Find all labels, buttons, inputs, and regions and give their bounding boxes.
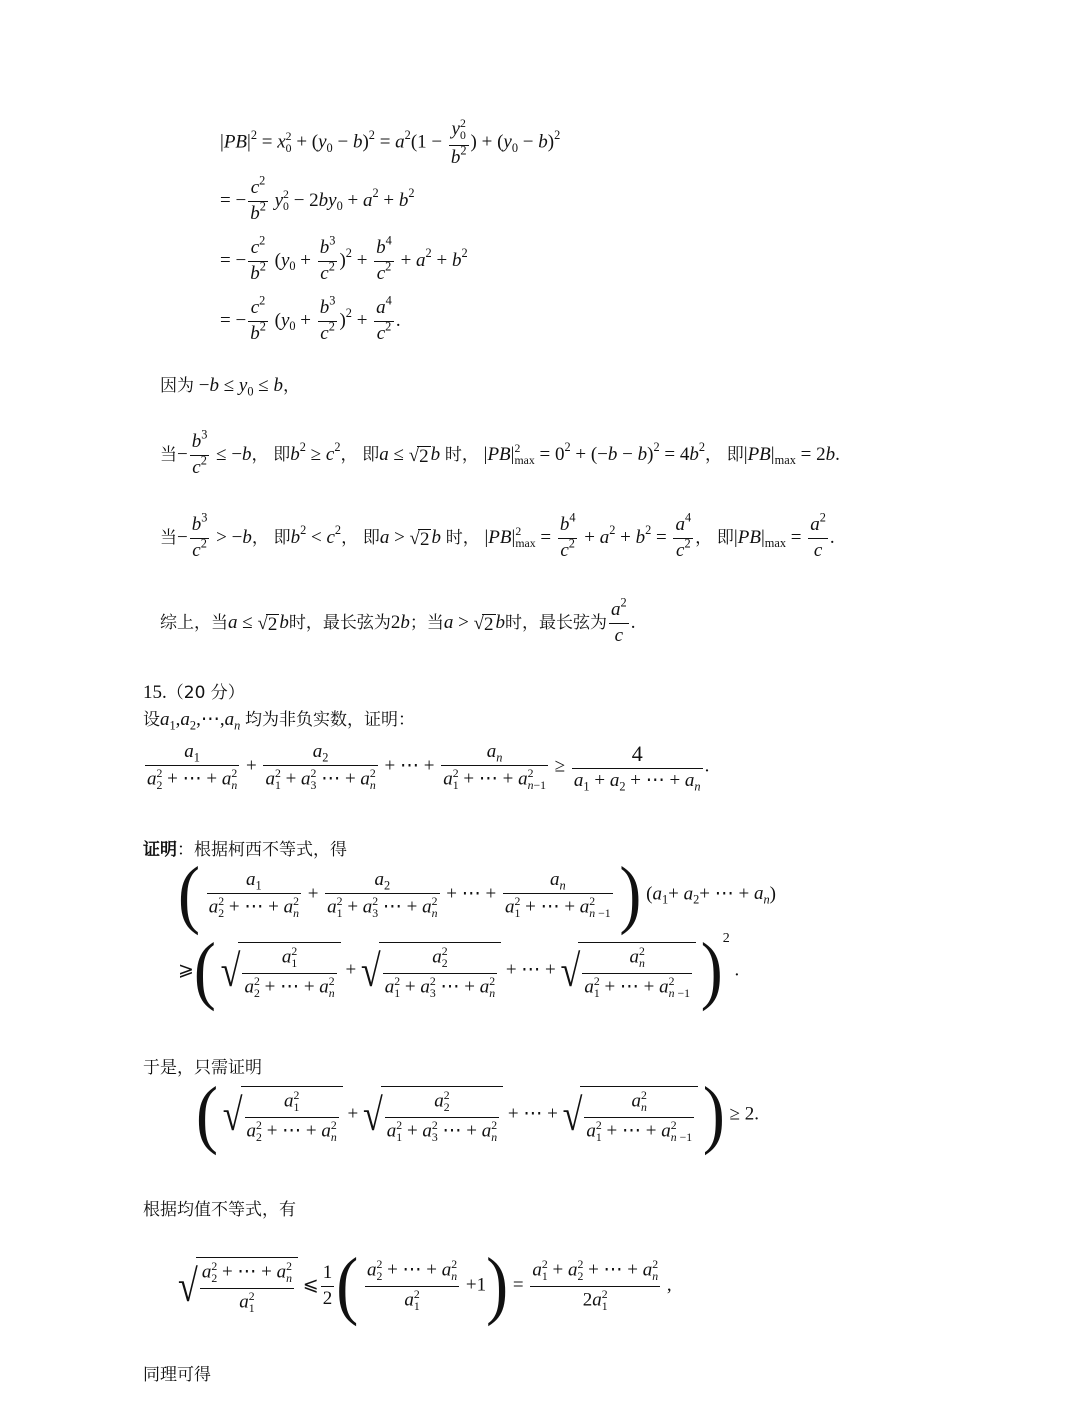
target-inequality: $a_1$ a 2 2 + ⋯ + a 2 n + $a_2$ a 2 1 + a 2 3 ⋯ + a 2 n + ⋯ + $a_n$ a 2 1 + ⋯ + a 2 n−1 ≥ $\frac{4}{a_1 + a_2 + \cdots + a_n}$ . [147, 741, 710, 794]
because-label: 因为 [160, 376, 194, 396]
only-need-label: 于是，只需证明 [143, 1058, 262, 1078]
case-one: 当− $\frac{b^3}{c^2}$ ≤ −b， 即$b^2 \ge c^2$， 即a ≤ √2 b 时， |PB| 2 max = $0^2 + (-b - b)^2 = 4b^2$， 即$|PB|_{max} = 2b$. [160, 427, 840, 478]
cauchy-rhs: ⩾( √ a 2 1 a 2 2 + ⋯ + a 2 n + √ a 2 2 a 2 1 + a 2 3 ⋯ + a 2 n + ⋯ + √ a 2 n a 2 1 + ⋯ + a 2 n −1 )2 . [178, 928, 740, 1013]
problem-score: （20 分） [166, 683, 245, 703]
problem-heading [143, 683, 245, 702]
summary-line: 综上，当a ≤ √2 b时，最长弦为2b；当a > √2 b时，最长弦为 $\frac{a^2}{c}$ . [160, 595, 636, 646]
problem-statement: 设$a_1,a_2,\cdots,a_n$ 均为非负实数，证明： [143, 709, 416, 733]
problem-number: 15. [143, 682, 167, 703]
equation-pb-squared: $|PB|^2 = x$ 2 0 + $(y_0 - b)^2 = a^2(1$ − y 2 0 $b^2$ ) + $(y_0 - b)^2$ [220, 117, 561, 168]
proof-label: 证明 [143, 840, 177, 860]
equation-step-4: = − $\frac{c^2}{b^2}$ ($y_0$ + $\frac{b^3}{c^2}$ )$^2$ + $\frac{a^4}{c^2}$ . [220, 293, 401, 344]
because-range: 因为 $-b \le y_0 \le b$， [160, 375, 300, 399]
equation-step-3: = − $\frac{c^2}{b^2}$ ($y_0$ + $\frac{b^3}{c^2}$ )$^2$ + $\frac{b^4}{c^2}$ + $a^2 + b^2$ [220, 233, 468, 284]
cauchy-lhs: ( $a_1$ a 2 2 + ⋯ + a 2 n + $a_2$ a 2 1 + a 2 3 ⋯ + a 2 n + ⋯ + $a_n$ a 2 1 + ⋯ + a 2 n −1 ) ($a_1+ a_2+$ ⋯ + $a_n$) [178, 852, 776, 937]
equation-step-2: = − $\frac{c^2}{b^2}$ y 2 0 − $2by_0 + a^2 + b^2$ [220, 173, 415, 224]
proof-intro: 证明：根据柯西不等式，得 [143, 840, 347, 860]
case-two: 当− $\frac{b^3}{c^2}$ > −b， 即$b^2 < c^2$， 即a > √2 b 时， |PB| 2 max = $\frac{b^4}{c^2}$ + $a^2 + b^2$ = $\frac{a^4}{c^2}$ ， 即$|PB|_{max}$ = $\frac{a^2}{c}$ . [160, 510, 835, 561]
reduced-inequality: ( √ a 2 1 a 2 2 + ⋯ + a 2 n + √ a 2 2 a 2 1 + a 2 3 ⋯ + a 2 n + ⋯ + √ a 2 n a 2 1 + ⋯ + a 2 n −1 ) ≥ 2. [196, 1072, 760, 1157]
similarly-label: 同理可得 [143, 1365, 211, 1385]
amgm-label: 根据均值不等式，有 [143, 1200, 296, 1220]
amgm-inequality: √ a 2 2 + ⋯ + a 2 n a 2 1 ⩽ $\frac{1}{2}$ ( a 2 2 + ⋯ + a 2 n a 2 1 +1) = a 2 1 + a 2 2 + ⋯ + a 2 n 2a 2 1 , [178, 1243, 672, 1328]
